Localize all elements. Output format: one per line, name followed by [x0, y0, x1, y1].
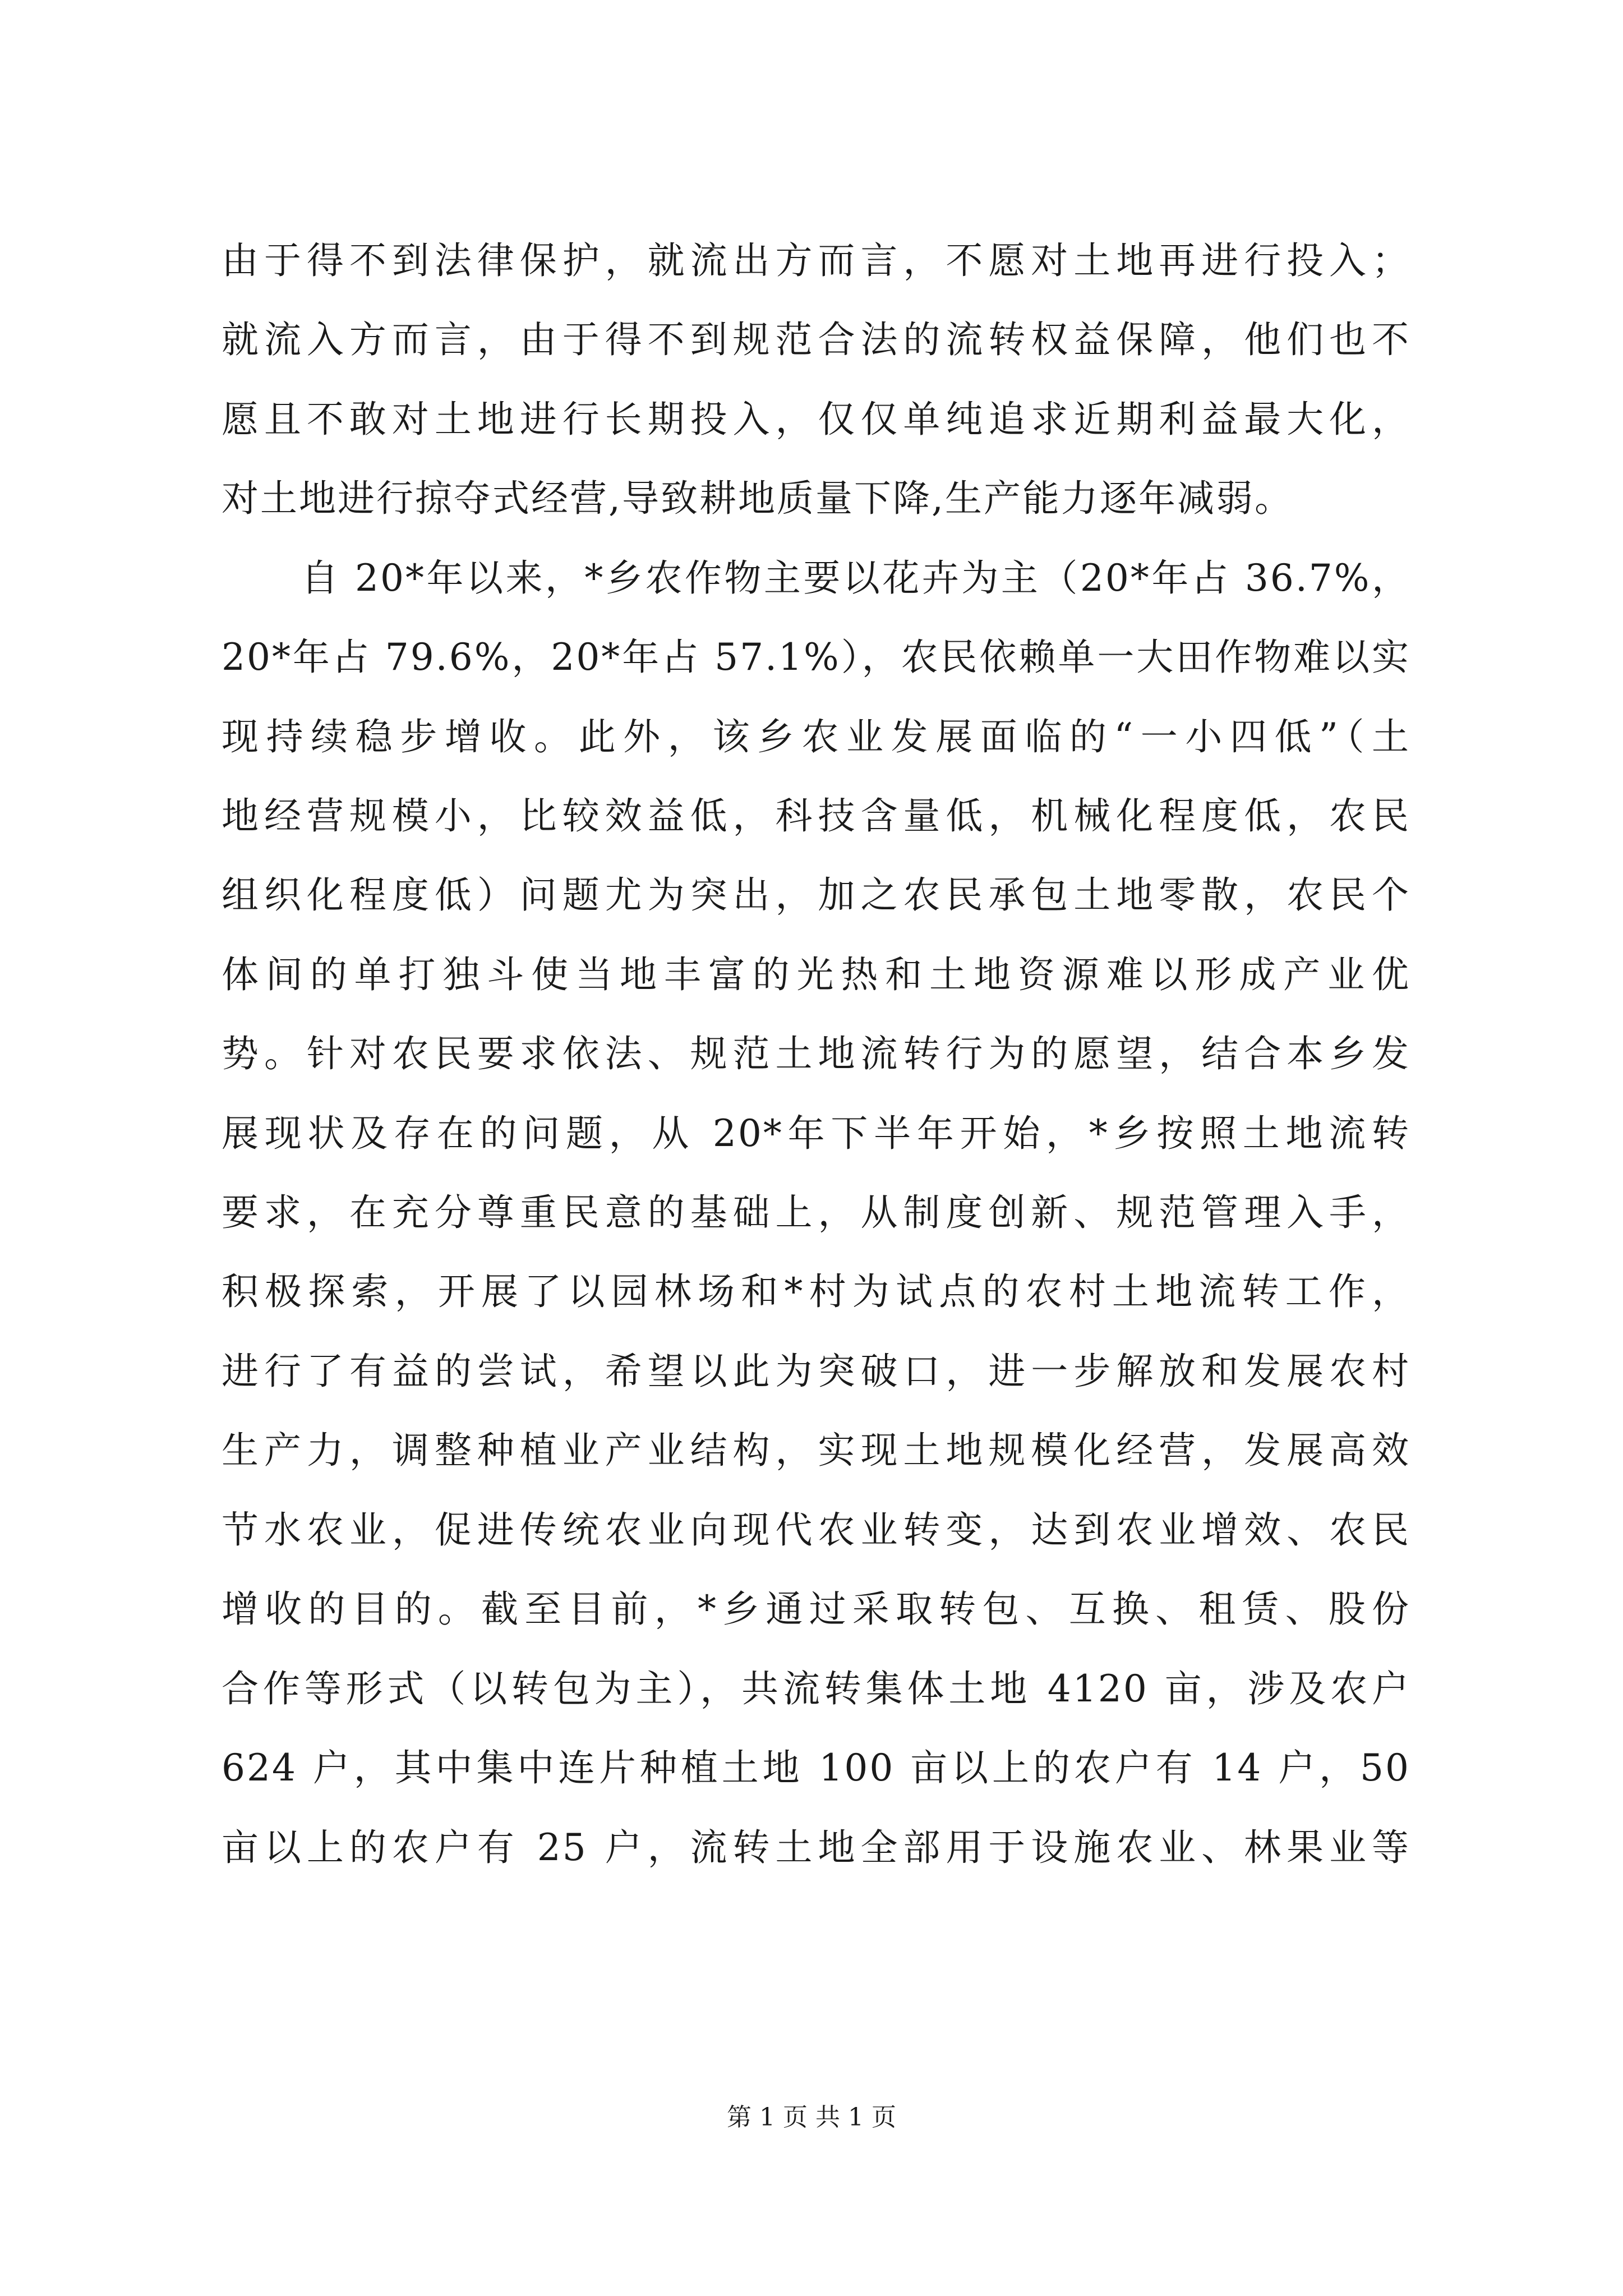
body-text-line: 就流入方而言，由于得不到规范合法的流转权益保障，他们也不	[222, 318, 1410, 361]
body-text-line: 积极探索，开展了以园林场和*村为试点的农村土地流转工作，	[222, 1270, 1410, 1313]
body-text-line: 愿且不敢对土地进行长期投入，仅仅单纯追求近期利益最大化，	[222, 398, 1410, 441]
body-text-line: 624 户，其中集中连片种植土地 100 亩以上的农户有 14 户，50	[222, 1746, 1410, 1789]
body-text-line: 20*年占 79.6%，20*年占 57.1%），农民依赖单一大田作物难以实	[222, 636, 1410, 679]
body-text-line: 体间的单打独斗使当地丰富的光热和土地资源难以形成产业优	[222, 953, 1410, 996]
body-text-line: 现持续稳步增收。此外，该乡农业发展面临的“一小四低”（土	[222, 715, 1410, 758]
body-text-line: 地经营规模小，比较效益低，科技含量低，机械化程度低，农民	[222, 794, 1410, 838]
body-text-line: 组织化程度低）问题尤为突出，加之农民承包土地零散，农民个	[222, 873, 1410, 917]
body-text-line: 对土地进行掠夺式经营,导致耕地质量下降,生产能力逐年减弱。	[222, 477, 1293, 520]
body-text-line: 展现状及存在的问题，从 20*年下半年开始，*乡按照土地流转	[222, 1112, 1410, 1155]
page-number-footer: 第 1 页 共 1 页	[727, 2103, 896, 2132]
body-text-line: 势。针对农民要求依法、规范土地流转行为的愿望，结合本乡发	[222, 1032, 1410, 1075]
body-text-line: 要求，在充分尊重民意的基础上，从制度创新、规范管理入手，	[222, 1191, 1410, 1234]
body-text-line: 由于得不到法律保护，就流出方而言，不愿对土地再进行投入；	[222, 239, 1410, 282]
body-text-line: 亩以上的农户有 25 户，流转土地全部用于设施农业、林果业等	[222, 1826, 1410, 1869]
body-text-line: 生产力，调整种植业产业结构，实现土地规模化经营，发展高效	[222, 1429, 1410, 1472]
paragraph-first-line: 自 20*年以来，*乡农作物主要以花卉为主（20*年占 36.7%，	[301, 556, 1410, 600]
body-text-line: 增收的目的。截至目前，*乡通过采取转包、互换、租赁、股份	[222, 1588, 1410, 1631]
body-text-line: 合作等形式（以转包为主），共流转集体土地 4120 亩，涉及农户	[222, 1667, 1410, 1710]
body-text-line: 节水农业，促进传统农业向现代农业转变，达到农业增效、农民	[222, 1508, 1410, 1552]
body-text-line: 进行了有益的尝试，希望以此为突破口，进一步解放和发展农村	[222, 1350, 1410, 1393]
